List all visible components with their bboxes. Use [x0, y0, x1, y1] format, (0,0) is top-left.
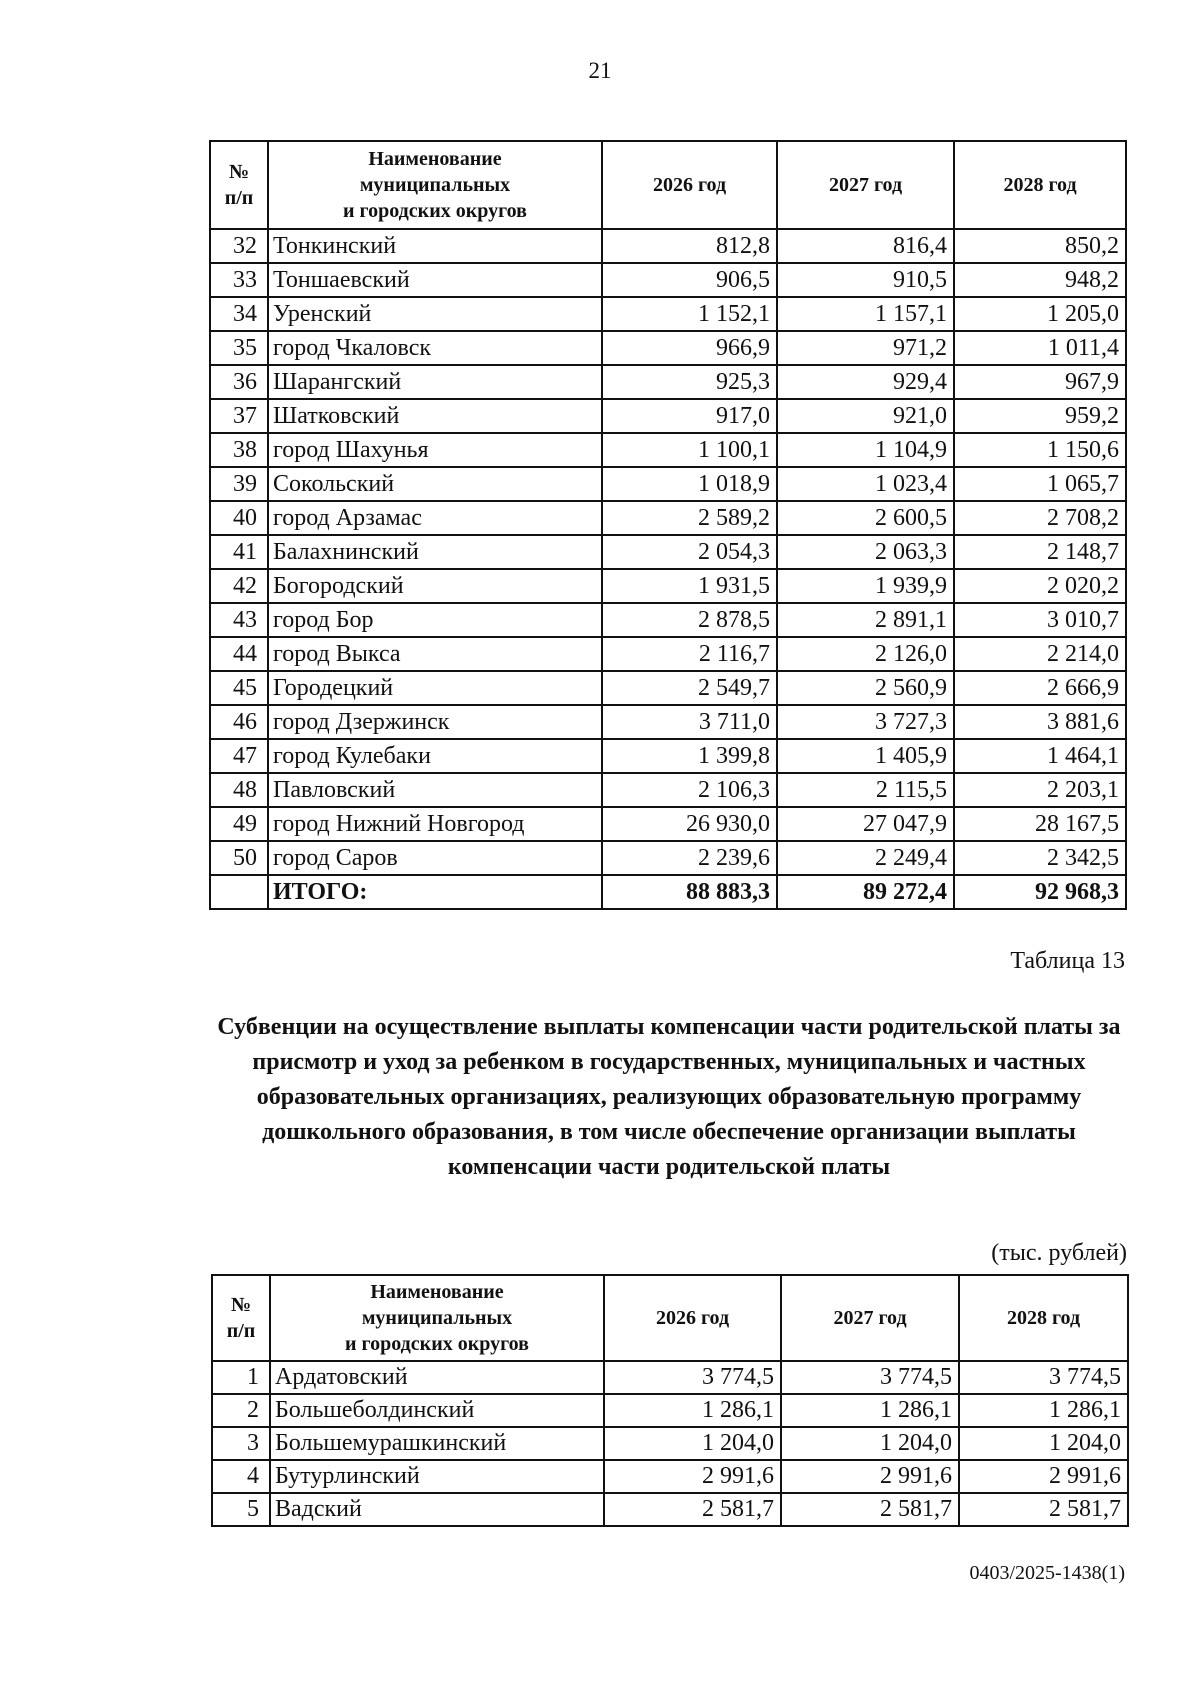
total-label: ИТОГО: [268, 875, 602, 909]
municipality-name: Богородский [268, 569, 602, 603]
value-2026: 906,5 [602, 263, 777, 297]
value-2028: 2 666,9 [954, 671, 1126, 705]
row-number: 45 [210, 671, 268, 705]
value-2028: 3 881,6 [954, 705, 1126, 739]
table-row [210, 331, 1126, 365]
municipality-name: город Выкса [268, 637, 602, 671]
col-header-2026: 2026 год [604, 1275, 781, 1361]
col-header-2028: 2028 год [959, 1275, 1128, 1361]
municipality-name: город Шахунья [268, 433, 602, 467]
value-2026: 3 774,5 [604, 1361, 781, 1394]
row-number: 41 [210, 535, 268, 569]
row-number: 1 [212, 1361, 270, 1394]
col-header-name: Наименование муниципальных и городских округов [268, 141, 602, 229]
document-code: 0403/2025-1438(1) [969, 1562, 1125, 1584]
row-number: 33 [210, 263, 268, 297]
compensation-subvention-table [211, 1274, 1129, 1527]
value-2026: 2 239,6 [602, 841, 777, 875]
value-2027: 1 204,0 [781, 1427, 959, 1460]
total-empty-cell [210, 875, 268, 909]
table-row [212, 1427, 1128, 1460]
table-row [212, 1460, 1128, 1493]
row-number: 35 [210, 331, 268, 365]
table-row [210, 501, 1126, 535]
row-number: 38 [210, 433, 268, 467]
value-2026: 2 991,6 [604, 1460, 781, 1493]
value-2027: 3 727,3 [777, 705, 954, 739]
total-row [210, 875, 1126, 909]
row-number: 47 [210, 739, 268, 773]
value-2026: 1 100,1 [602, 433, 777, 467]
municipality-name: Большемурашкинский [270, 1427, 604, 1460]
col-header-2027: 2027 год [777, 141, 954, 229]
municipality-name: Тонкинский [268, 229, 602, 263]
table-row [210, 637, 1126, 671]
table-row [210, 263, 1126, 297]
municipality-name: Сокольский [268, 467, 602, 501]
value-2028: 1 150,6 [954, 433, 1126, 467]
col-header-number: № п/п [210, 141, 268, 229]
municipality-name: город Чкаловск [268, 331, 602, 365]
value-2028: 2 020,2 [954, 569, 1126, 603]
value-2028: 2 203,1 [954, 773, 1126, 807]
page-number: 21 [588, 58, 612, 83]
value-2026: 2 116,7 [602, 637, 777, 671]
row-number: 34 [210, 297, 268, 331]
value-2028: 28 167,5 [954, 807, 1126, 841]
value-2027: 1 405,9 [777, 739, 954, 773]
table-row [210, 841, 1126, 875]
value-2026: 1 152,1 [602, 297, 777, 331]
value-2026: 1 286,1 [604, 1394, 781, 1427]
value-2028: 1 204,0 [959, 1427, 1128, 1460]
row-number: 2 [212, 1394, 270, 1427]
row-number: 39 [210, 467, 268, 501]
value-2027: 910,5 [777, 263, 954, 297]
table-row [212, 1361, 1128, 1394]
value-2027: 1 157,1 [777, 297, 954, 331]
table-header-row [210, 141, 1126, 229]
municipality-name: Балахнинский [268, 535, 602, 569]
value-2026: 966,9 [602, 331, 777, 365]
value-2028: 3 010,7 [954, 603, 1126, 637]
row-number: 3 [212, 1427, 270, 1460]
col-header-2026: 2026 год [602, 141, 777, 229]
value-2027: 816,4 [777, 229, 954, 263]
row-number: 43 [210, 603, 268, 637]
value-2028: 967,9 [954, 365, 1126, 399]
municipality-name: город Бор [268, 603, 602, 637]
total-2028: 92 968,3 [954, 875, 1126, 909]
row-number: 44 [210, 637, 268, 671]
row-number: 48 [210, 773, 268, 807]
row-number: 50 [210, 841, 268, 875]
value-2027: 3 774,5 [781, 1361, 959, 1394]
value-2027: 2 249,4 [777, 841, 954, 875]
value-2027: 1 023,4 [777, 467, 954, 501]
value-2026: 2 581,7 [604, 1493, 781, 1526]
row-number: 46 [210, 705, 268, 739]
municipality-name: Вадский [270, 1493, 604, 1526]
value-2026: 2 589,2 [602, 501, 777, 535]
table-row [210, 705, 1126, 739]
municipality-name: город Саров [268, 841, 602, 875]
row-number: 40 [210, 501, 268, 535]
table-row [212, 1493, 1128, 1526]
table-row [210, 773, 1126, 807]
table-row [210, 399, 1126, 433]
col-header-2027: 2027 год [781, 1275, 959, 1361]
value-2028: 2 342,5 [954, 841, 1126, 875]
municipality-name: Шатковский [268, 399, 602, 433]
value-2027: 929,4 [777, 365, 954, 399]
value-2028: 959,2 [954, 399, 1126, 433]
value-2026: 1 204,0 [604, 1427, 781, 1460]
value-2027: 2 891,1 [777, 603, 954, 637]
table-header-row [212, 1275, 1128, 1361]
value-2028: 850,2 [954, 229, 1126, 263]
value-2026: 1 018,9 [602, 467, 777, 501]
value-2028: 1 205,0 [954, 297, 1126, 331]
allocation-table-continued [209, 140, 1127, 910]
municipality-name: Уренский [268, 297, 602, 331]
row-number: 4 [212, 1460, 270, 1493]
table-row [210, 229, 1126, 263]
value-2026: 3 711,0 [602, 705, 777, 739]
value-2027: 27 047,9 [777, 807, 954, 841]
municipality-name: Бутурлинский [270, 1460, 604, 1493]
value-2027: 2 126,0 [777, 637, 954, 671]
value-2026: 1 399,8 [602, 739, 777, 773]
value-2026: 2 878,5 [602, 603, 777, 637]
municipality-name: город Арзамас [268, 501, 602, 535]
municipality-name: Большеболдинский [270, 1394, 604, 1427]
table-label: Таблица 13 [1010, 948, 1125, 974]
municipality-name: Павловский [268, 773, 602, 807]
municipality-name: город Дзержинск [268, 705, 602, 739]
row-number: 36 [210, 365, 268, 399]
value-2027: 971,2 [777, 331, 954, 365]
row-number: 37 [210, 399, 268, 433]
value-2028: 1 464,1 [954, 739, 1126, 773]
row-number: 5 [212, 1493, 270, 1526]
value-2028: 2 148,7 [954, 535, 1126, 569]
table-row [210, 365, 1126, 399]
table-row [210, 467, 1126, 501]
row-number: 49 [210, 807, 268, 841]
municipality-name: Городецкий [268, 671, 602, 705]
value-2028: 1 065,7 [954, 467, 1126, 501]
municipality-name: город Нижний Новгород [268, 807, 602, 841]
table-row [210, 535, 1126, 569]
value-2027: 2 991,6 [781, 1460, 959, 1493]
table-row [210, 433, 1126, 467]
table-row [210, 671, 1126, 705]
value-2026: 2 054,3 [602, 535, 777, 569]
municipality-name: Шарангский [268, 365, 602, 399]
value-2026: 1 931,5 [602, 569, 777, 603]
table-title: Субвенции на осуществление выплаты компенсации части родительской платы за присмотр и уход за ребенком в государственных, муниципальных и частных образовательных организациях, реализующих образовательную программу дошкольного образования, в том числе обеспечение организации выплаты компенсации части родительской платы [217, 1014, 1121, 1180]
col-header-2028: 2028 год [954, 141, 1126, 229]
value-2027: 1 286,1 [781, 1394, 959, 1427]
municipality-name: Ардатовский [270, 1361, 604, 1394]
table-row [210, 739, 1126, 773]
row-number: 32 [210, 229, 268, 263]
value-2028: 2 708,2 [954, 501, 1126, 535]
col-header-name: Наименование муниципальных и городских округов [270, 1275, 604, 1361]
table-row [210, 569, 1126, 603]
value-2028: 2 991,6 [959, 1460, 1128, 1493]
value-2026: 917,0 [602, 399, 777, 433]
value-2027: 2 560,9 [777, 671, 954, 705]
municipality-name: Тоншаевский [268, 263, 602, 297]
table-row [210, 297, 1126, 331]
value-2028: 1 286,1 [959, 1394, 1128, 1427]
value-2028: 2 214,0 [954, 637, 1126, 671]
value-2027: 2 063,3 [777, 535, 954, 569]
value-2026: 2 549,7 [602, 671, 777, 705]
value-2028: 2 581,7 [959, 1493, 1128, 1526]
total-2026: 88 883,3 [602, 875, 777, 909]
table-row [210, 807, 1126, 841]
municipality-name: город Кулебаки [268, 739, 602, 773]
value-2027: 921,0 [777, 399, 954, 433]
value-2028: 3 774,5 [959, 1361, 1128, 1394]
value-2026: 2 106,3 [602, 773, 777, 807]
table-row [212, 1394, 1128, 1427]
units-note: (тыс. рублей) [991, 1240, 1127, 1266]
total-2027: 89 272,4 [777, 875, 954, 909]
value-2028: 948,2 [954, 263, 1126, 297]
value-2026: 812,8 [602, 229, 777, 263]
value-2027: 1 104,9 [777, 433, 954, 467]
value-2028: 1 011,4 [954, 331, 1126, 365]
value-2027: 2 581,7 [781, 1493, 959, 1526]
value-2027: 2 115,5 [777, 773, 954, 807]
row-number: 42 [210, 569, 268, 603]
col-header-number: № п/п [212, 1275, 270, 1361]
value-2027: 2 600,5 [777, 501, 954, 535]
value-2027: 1 939,9 [777, 569, 954, 603]
value-2026: 925,3 [602, 365, 777, 399]
value-2026: 26 930,0 [602, 807, 777, 841]
table-row [210, 603, 1126, 637]
